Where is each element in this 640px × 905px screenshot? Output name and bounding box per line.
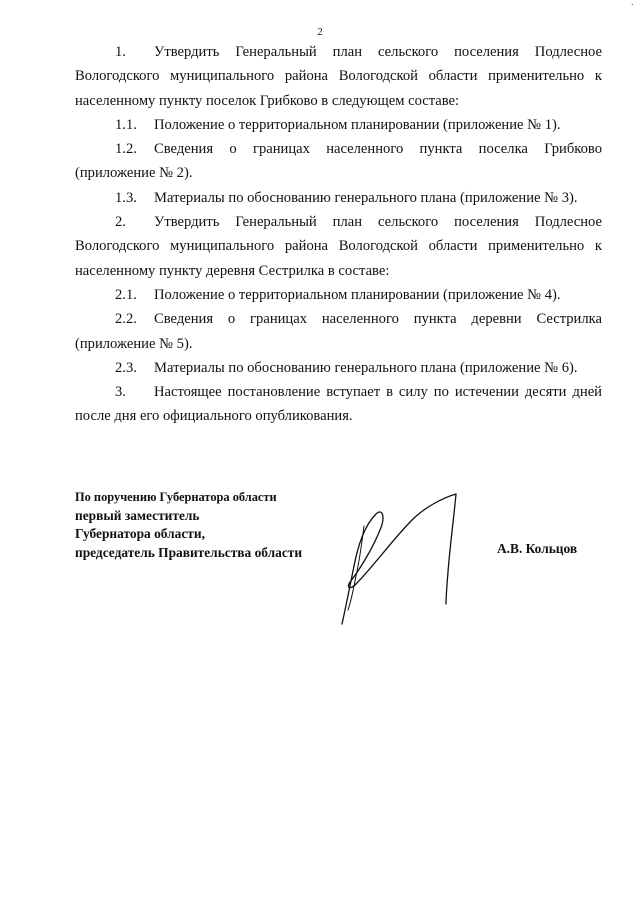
paragraph-2-3	[75, 356, 602, 380]
paragraph-2-1	[75, 283, 602, 307]
paragraph-text: Сведения о границах населенного пункта деревни Сестрилка (приложение № 5).	[75, 311, 602, 352]
paragraph-text: Материалы по обоснованию генерального плана (приложение № 3).	[154, 189, 578, 206]
paragraph-text: Положение о территориальном планировании (приложение № 1).	[154, 116, 561, 133]
signature-line-3: Губернатора области,	[75, 526, 205, 541]
signature-line-1: По поручению Губернатора области	[75, 490, 277, 504]
paragraph-text: Утвердить Генеральный план сельского поселения Подлесное Вологодского муниципального района Вологодской области применительно к населенному пункту деревня Сестрилка в составе:	[75, 214, 602, 279]
signatory-name: А.В. Кольцов	[497, 541, 578, 556]
paragraph-number: 2.2.	[115, 311, 137, 328]
paragraph-number: 1.3.	[115, 189, 137, 206]
paragraph-number: 1.2.	[115, 141, 137, 158]
paragraph-2	[75, 210, 602, 283]
paragraph-text: Положение о территориальном планировании (приложение № 4).	[154, 286, 561, 303]
paragraph-number: 2.	[115, 214, 126, 231]
handwritten-signature	[320, 486, 470, 626]
signature-line-2: первый заместитель	[75, 507, 200, 523]
signature-block	[75, 488, 302, 562]
paragraph-text: Материалы по обоснованию генерального плана (приложение № 6).	[154, 359, 578, 376]
paragraph-number: 3.	[115, 384, 126, 401]
paragraph-text: Утвердить Генеральный план сельского поселения Подлесное Вологодского муниципального района Вологодской области применительно к населенному пункту поселок Грибково в следующем составе:	[75, 44, 602, 109]
paragraph-1	[75, 40, 602, 113]
paragraph-1-2	[75, 137, 602, 186]
page-number: 2	[317, 26, 323, 38]
signature-line-4: председатель Правительства области	[75, 544, 303, 560]
paragraph-text: Сведения о границах населенного пункта поселка Грибково (приложение № 2).	[75, 141, 602, 182]
paragraph-1-1	[75, 113, 602, 137]
paragraph-2-2	[75, 307, 602, 356]
paragraph-text: Настоящее постановление вступает в силу по истечении десяти дней после дня его официального опубликования.	[75, 384, 602, 425]
paragraph-3	[75, 380, 602, 429]
document-body	[75, 40, 602, 429]
corner-mark: ·	[630, 0, 634, 11]
paragraph-number: 2.3.	[115, 359, 137, 376]
paragraph-number: 2.1.	[115, 286, 137, 303]
paragraph-number: 1.1.	[115, 116, 137, 133]
paragraph-1-3	[75, 186, 602, 210]
paragraph-number: 1.	[115, 44, 126, 60]
